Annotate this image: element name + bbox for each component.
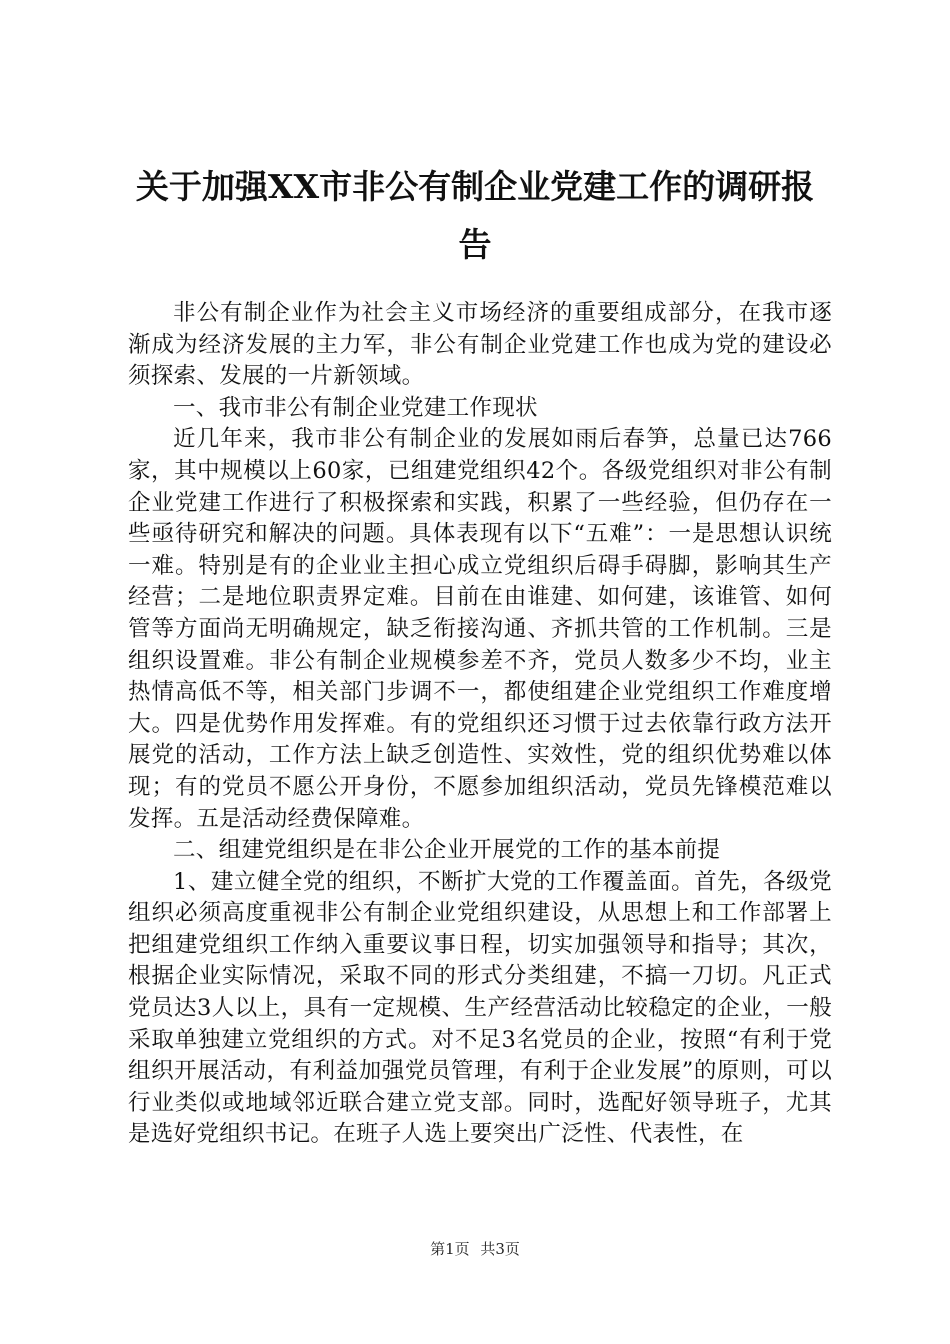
page-number: 第1页	[430, 1240, 470, 1258]
total-pages: 共3页	[480, 1240, 520, 1258]
page-footer	[0, 1238, 950, 1259]
paragraph-status: 近几年来，我市非公有制企业的发展如雨后春笋，总量已达766家，其中规模以上60家，已组建党组织42个。各级党组织对非公有制企业党建工作进行了积极探索和实践，积累了一些经验，但仍存在一些亟待研究和解决的问题。具体表现有以下“五难”：一是思想认识统一难。特别是有的企业业主担心成立党组织后碍手碍脚，影响其生产经营；二是地位职责界定难。目前在由谁建、如何建，该谁管、如何管等方面尚无明确规定，缺乏衔接沟通、齐抓共管的工作机制。三是组织设置难。非公有制企业规模参差不齐，党员人数多少不均，业主热情高低不等，相关部门步调不一，都使组建企业党组织工作难度增大。四是优势作用发挥难。有的党组织还习惯于过去依靠行政方法开展党的活动，工作方法上缺乏创造性、实效性，党的组织优势难以体现；有的党员不愿公开身份，不愿参加组织活动，党员先锋模范难以发挥。五是活动经费保障难。	[128, 426, 832, 832]
paragraph-intro: 非公有制企业作为社会主义市场经济的重要组成部分，在我市逐渐成为经济发展的主力军，非公有制企业党建工作也成为党的建设必须探索、发展的一片新领域。	[128, 300, 832, 390]
document-title: 关于加强XX市非公有制企业党建工作的调研报告	[135, 167, 815, 264]
paragraph-organization: 1、建立健全党的组织，不断扩大党的工作覆盖面。首先，各级党组织必须高度重视非公有制企业党组织建设，从思想上和工作部署上把组建党组织工作纳入重要议事日程，切实加强领导和指导；其次，根据企业实际情况，采取不同的形式分类组建，不搞一刀切。凡正式党员达3人以上，具有一定规模、生产经营活动比较稳定的企业，一般采取单独建立党组织的方式。对不足3名党员的企业，按照“有利于党组织开展活动，有利益加强党员管理，有利于企业发展”的原则，可以行业类似或地域邻近联合建立党支部。同时，选配好领导班子，尤其是选好党组织书记。在班子人选上要突出广泛性、代表性，在	[128, 868, 832, 1148]
section-heading-2: 二、组建党组织是在非公企业开展党的工作的基本前提	[173, 837, 721, 864]
section-heading-1: 一、我市非公有制企业党建工作现状	[173, 394, 538, 421]
document-body	[128, 298, 832, 1151]
